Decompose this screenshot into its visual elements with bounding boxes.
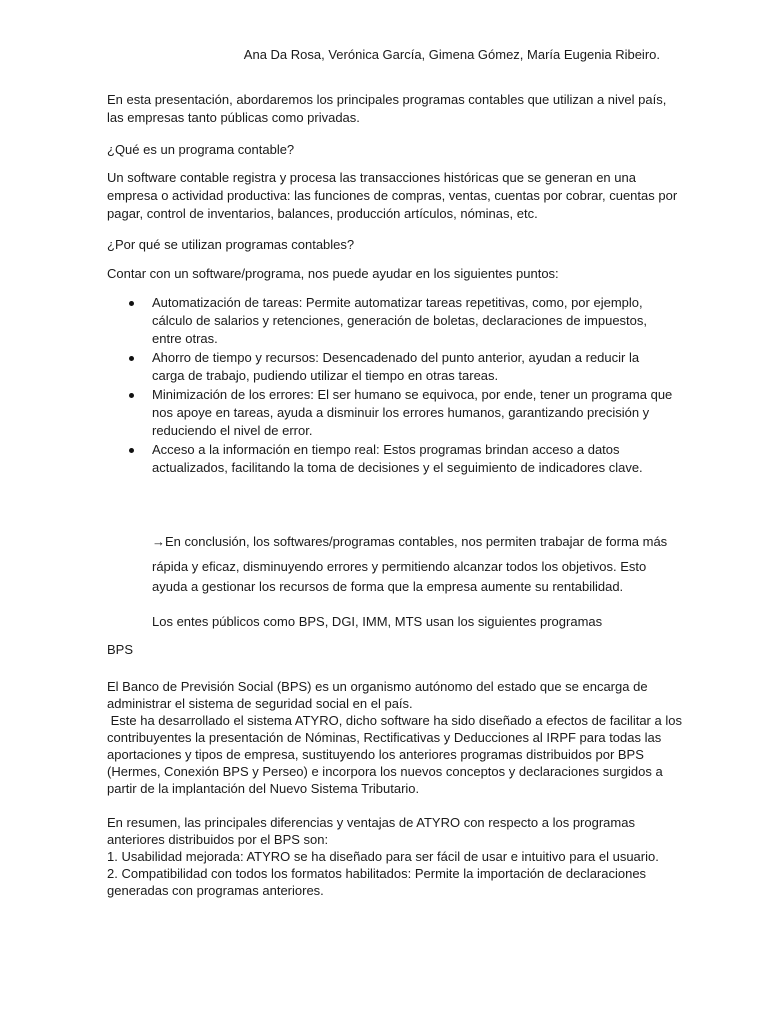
text-line: El Banco de Previsión Social (BPS) es un organismo autónomo del estado que se encarga de [107,679,648,694]
text-line: Minimización de los errores: El ser humano se equivoca, por ende, tener un programa que [152,387,673,402]
text-line: generadas con programas anteriores. [107,883,324,898]
text-line: contribuyentes la presentación de Nóminas, Rectificativas y Deducciones al IRPF para todas las [107,730,662,745]
bps-heading: BPS [107,642,134,657]
text-line: rápida y eficaz, disminuyendo errores y permitiendo alcanzar todos los objetivos. Esto [152,559,647,574]
benefits-list [107,294,673,478]
text-line: →En conclusión, los softwares/programas contables, nos permiten trabajar de forma más [152,534,668,549]
bps-summary-paragraph [107,814,663,899]
authors-line: Ana Da Rosa, Verónica García, Gimena Gómez, María Eugenia Ribeiro. [243,47,660,62]
text-line: administrar el sistema de seguridad social en el país. [107,696,413,711]
text-line: Ahorro de tiempo y recursos: Desencadenado del punto anterior, ayudan a reducir la [152,350,640,365]
text-line: pagar, control de inventarios, balances, producción artículos, nóminas, etc. [107,206,538,221]
text-line: aportaciones y tipos de empresa, sustituyendo los anteriores programas distribuidos por BPS [107,747,644,762]
bps-paragraph [107,678,682,797]
text-line: nos apoye en tareas, ayuda a disminuir los errores humanos, garantizando precisión y [152,405,650,420]
list-item [107,294,663,348]
text-line: anteriores distribuidos por el BPS son: [107,832,329,847]
text-line: En esta presentación, abordaremos los principales programas contables que utilizan a nivel país, [107,92,667,107]
text-line: 2. Compatibilidad con todos los formatos habilitados: Permite la importación de declaraciones [107,866,647,881]
text-line: carga de trabajo, pudiendo utilizar el tiempo en otras tareas. [152,368,499,383]
list-item [107,441,663,477]
list-item [107,386,673,440]
question-heading-what: ¿Qué es un programa contable? [107,142,295,157]
text-line: las empresas tanto públicas como privadas. [107,110,360,125]
text-line: ayuda a gestionar los recursos de forma que la empresa aumente su rentabilidad. [152,579,624,594]
text-line: empresa o actividad productiva: las funciones de compras, ventas, cuentas por cobrar, cuentas por [107,188,678,203]
text-line: actualizados, facilitando la toma de decisiones y el seguimiento de indicadores clave. [152,460,643,475]
text-line: reduciendo el nivel de error. [152,423,313,438]
text-line: 1. Usabilidad mejorada: ATYRO se ha diseñado para ser fácil de usar e intuitivo para el usuario. [107,849,659,864]
text-line: En resumen, las principales diferencias y ventajas de ATYRO con respecto a los programas [107,815,635,830]
public-entities-text: Los entes públicos como BPS, DGI, IMM, MTS usan los siguientes programas [152,614,603,629]
text-line: Automatización de tareas: Permite automatizar tareas repetitivas, como, por ejemplo, [152,295,643,310]
list-item [107,349,663,385]
bullet-icon [129,356,134,361]
text-line: Un software contable registra y procesa las transacciones históricas que se generan en una [107,170,636,185]
text-line: partir de la implantación del Nuevo Sistema Tributario. [107,781,420,796]
text-line: (Hermes, Conexión BPS y Perseo) e incorpora los nuevos conceptos y declaraciones surgidos a [107,764,663,779]
lead-in-text: Contar con un software/programa, nos puede ayudar en los siguientes puntos: [107,266,559,281]
definition-paragraph [107,169,678,223]
bullet-icon [129,393,134,398]
question-heading-why: ¿Por qué se utilizan programas contables? [107,237,355,252]
text-line: Este ha desarrollado el sistema ATYRO, dicho software ha sido diseñado a efectos de facilitar a los [107,713,682,728]
text-line: Acceso a la información en tiempo real: Estos programas brindan acceso a datos [152,442,620,457]
intro-paragraph [107,91,667,127]
bullet-icon [129,448,134,453]
conclusion-paragraph [152,532,672,597]
text-line: entre otras. [152,331,218,346]
bullet-icon [129,301,134,306]
text-line: cálculo de salarios y retenciones, generación de boletas, declaraciones de impuestos, [152,313,648,328]
